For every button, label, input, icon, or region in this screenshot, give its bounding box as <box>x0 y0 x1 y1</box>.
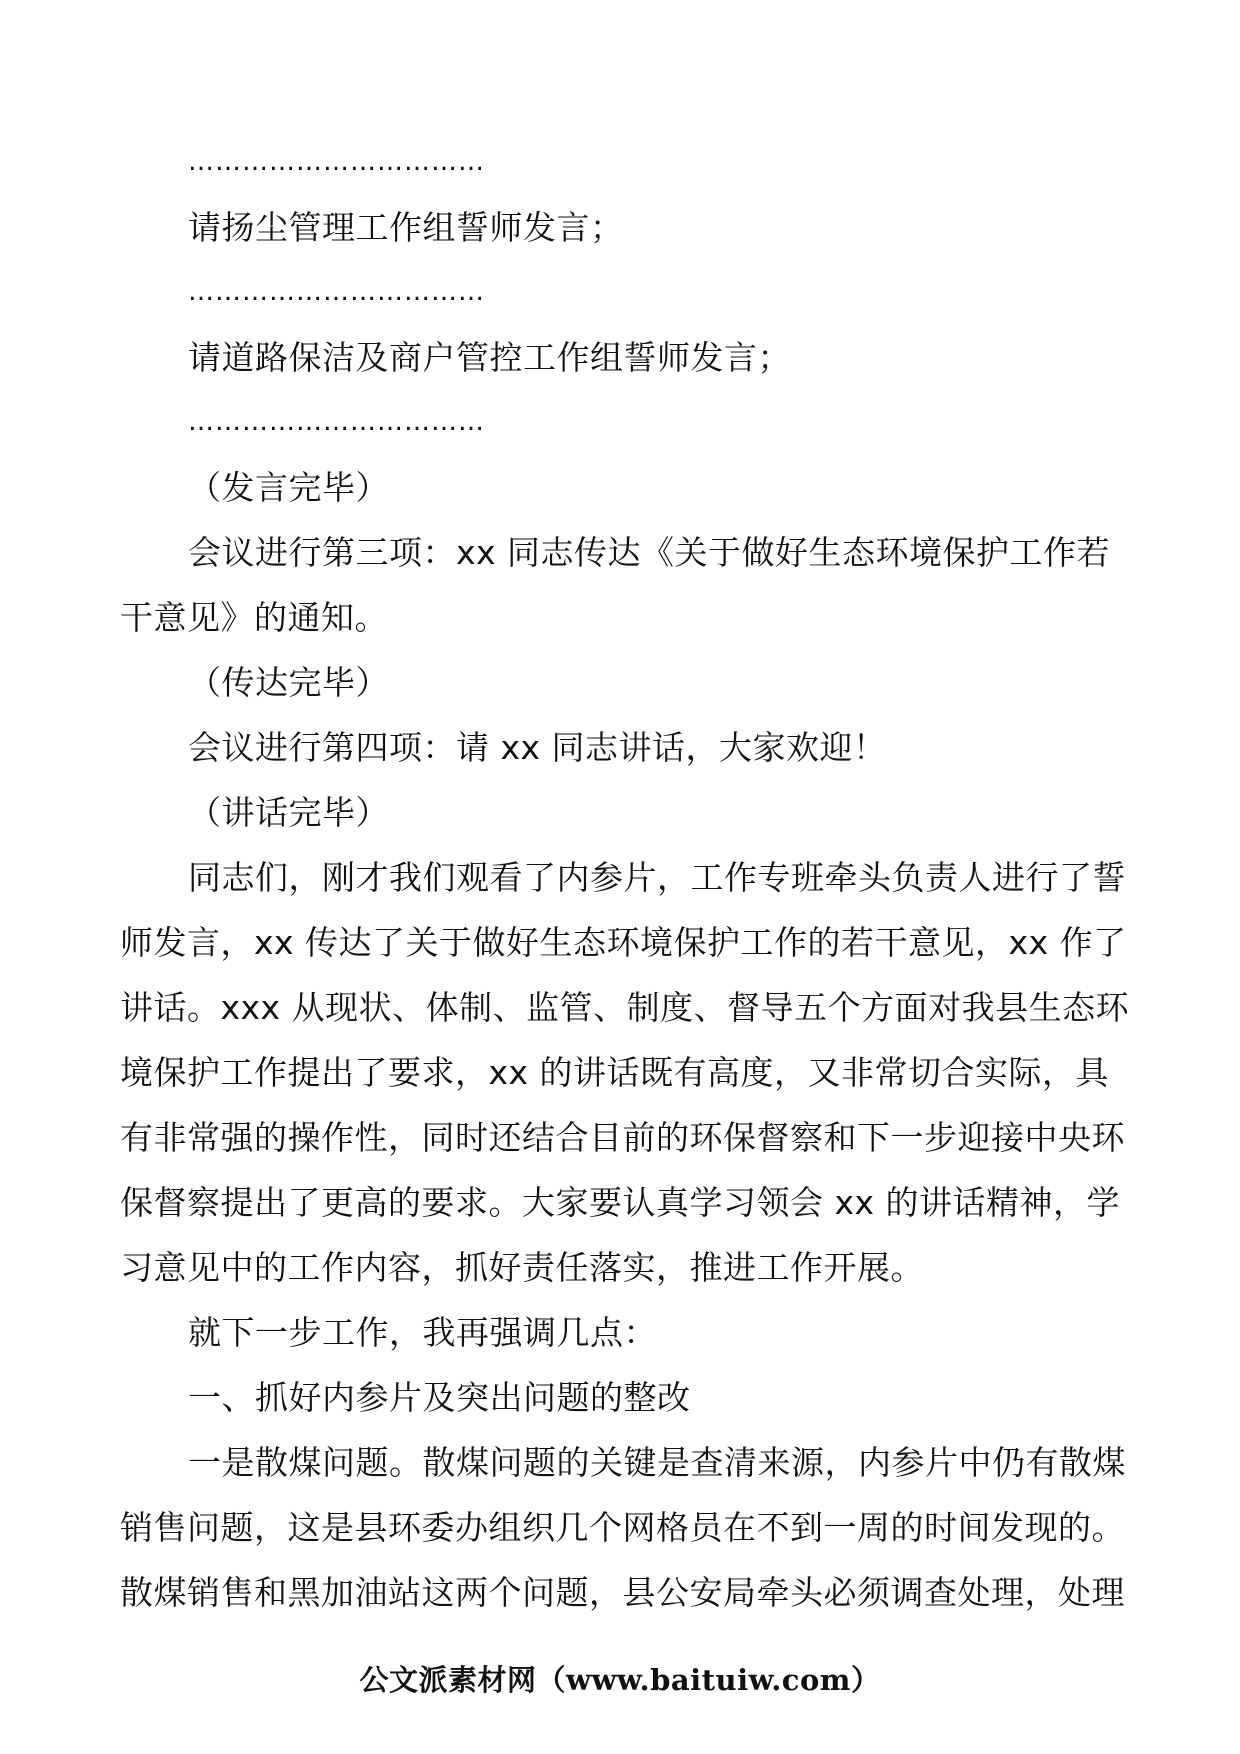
ellipsis-line: …………………………… <box>188 407 485 437</box>
emphasis-intro: 就下一步工作，我再强调几点： <box>188 1313 657 1352</box>
speech-call-road: 请道路保洁及商户管控工作组誓师发言； <box>188 338 791 377</box>
site-watermark-footer: 公文派素材网（www.baituiw.com） <box>359 1663 881 1697</box>
agenda-item-4: 会议进行第四项：请 xx 同志讲话，大家欢迎！ <box>188 728 887 767</box>
paragraph-line: 有非常强的操作性，同时还结合目前的环保督察和下一步迎接中央环 <box>120 1118 1125 1157</box>
summary-paragraph <box>120 845 1130 1300</box>
paragraph-line: 一是散煤问题。散煤问题的关键是查清来源，内参片中仍有散煤 <box>188 1443 1126 1482</box>
document-body <box>120 130 1130 1625</box>
paragraph-line: 干意见》的通知。 <box>120 598 388 637</box>
paragraph-line: 同志们，刚才我们观看了内参片，工作专班牵头负责人进行了誓 <box>188 858 1126 897</box>
paragraph-line: 会议进行第三项：xx 同志传达《关于做好生态环境保护工作若 <box>188 533 1111 572</box>
paragraph-line: 讲话。xxx 从现状、体制、监管、制度、督导五个方面对我县生态环 <box>120 988 1130 1027</box>
speech-call-dust: 请扬尘管理工作组誓师发言； <box>188 208 624 247</box>
section-heading: 一、抓好内参片及突出问题的整改 <box>188 1378 691 1417</box>
paragraph-line: 境保护工作提出了要求，xx 的讲话既有高度，又非常切合实际，具 <box>120 1053 1110 1092</box>
agenda-item-3 <box>120 520 1130 650</box>
speech-done-note: （发言完毕） <box>188 468 389 507</box>
ellipsis-line: …………………………… <box>188 147 485 177</box>
paragraph-line: 散煤销售和黑加油站这两个问题，县公安局牵头必须调查处理，处理 <box>120 1573 1125 1612</box>
paragraph-line: 销售问题，这是县环委办组织几个网格员在不到一周的时间发现的。 <box>120 1508 1125 1547</box>
paragraph-line: 师发言，xx 传达了关于做好生态环境保护工作的若干意见，xx 作了 <box>120 923 1127 962</box>
coal-paragraph <box>120 1430 1130 1625</box>
talk-done-note: （讲话完毕） <box>188 793 389 832</box>
ellipsis-line: …………………………… <box>188 277 485 307</box>
paragraph-line: 习意见中的工作内容，抓好责任落实，推进工作开展。 <box>120 1248 924 1287</box>
paragraph-line: 保督察提出了更高的要求。大家要认真学习领会 xx 的讲话精神，学 <box>120 1183 1121 1222</box>
relay-done-note: （传达完毕） <box>188 663 389 702</box>
